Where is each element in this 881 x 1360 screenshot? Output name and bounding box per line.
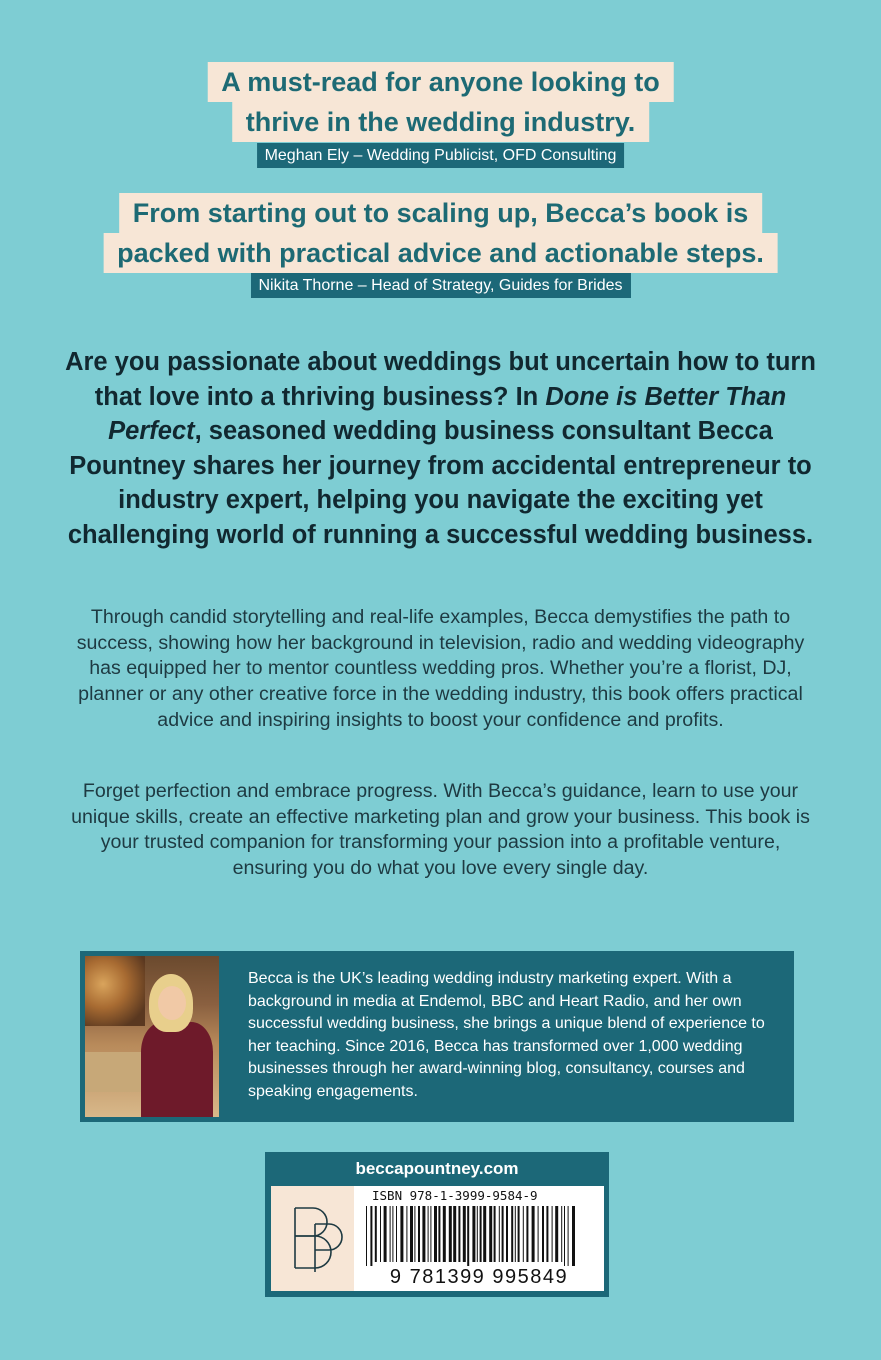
barcode-bars xyxy=(364,1206,594,1266)
book-blurb xyxy=(60,345,821,552)
quote-2-line-1: From starting out to scaling up, Becca’s book is xyxy=(119,193,763,233)
description-paragraph-1: Through candid storytelling and real-life examples, Becca demystifies the path to success, showing how her background in television, radio and wedding videography has equipped her to mentor countless wedding pros. Whether you’re a florist, DJ, planner or any other creative force in the wedding industry, this book offers practical advice and inspiring insights to boost your confidence and profits. xyxy=(76,606,805,731)
bp-monogram-icon xyxy=(271,1186,360,1291)
barcode-digits: 9 781399 995849 xyxy=(389,1266,569,1288)
blurb-text-end: , seasoned wedding business consultant Becca Pountney shares her journey from accidental entrepreneur to industry expert, helping you navigate the exciting yet challenging world of running a successful wedding business. xyxy=(67,417,814,549)
quote-2-line-2: packed with practical advice and actionable steps. xyxy=(103,233,778,273)
website-url: beccapountney.com xyxy=(265,1152,609,1186)
isbn-barcode xyxy=(354,1186,604,1291)
quote-2-attribution: Nikita Thorne – Head of Strategy, Guides for Brides xyxy=(250,273,630,298)
author-photo xyxy=(85,956,219,1117)
publisher-logo xyxy=(271,1186,360,1291)
author-bio-box xyxy=(80,951,794,1122)
barcode-block xyxy=(265,1186,609,1297)
book-title: Done is Better Than Perfect xyxy=(108,382,787,445)
description-paragraph-2: Forget perfection and embrace progress. With Becca’s guidance, learn to use your unique skills, create an effective marketing plan and grow your business. This book is your trusted companion for transforming your passion into a profitable venture, ensuring you do what you love every single day. xyxy=(71,780,810,880)
author-bio-text: Becca is the UK’s leading wedding industry marketing expert. With a background in media at Endemol, BBC and Heart Radio, and her own successful wedding business, she brings a unique blend of experience to her teaching. Since 2016, Becca has transformed over 1,000 wedding businesses through her award-winning blog, consultancy, courses and speaking engagements. xyxy=(248,970,765,1100)
isbn-label: ISBN 978-1-3999-9584-9 xyxy=(372,1188,538,1203)
blurb-text-start: Are you passionate about weddings but uncertain how to turn that love into a thriving business? In xyxy=(65,348,816,411)
quote-1-attribution: Meghan Ely – Wedding Publicist, OFD Consulting xyxy=(257,143,625,168)
quote-1-line-1: A must-read for anyone looking to xyxy=(207,62,674,102)
quote-1-line-2: thrive in the wedding industry. xyxy=(232,102,650,142)
